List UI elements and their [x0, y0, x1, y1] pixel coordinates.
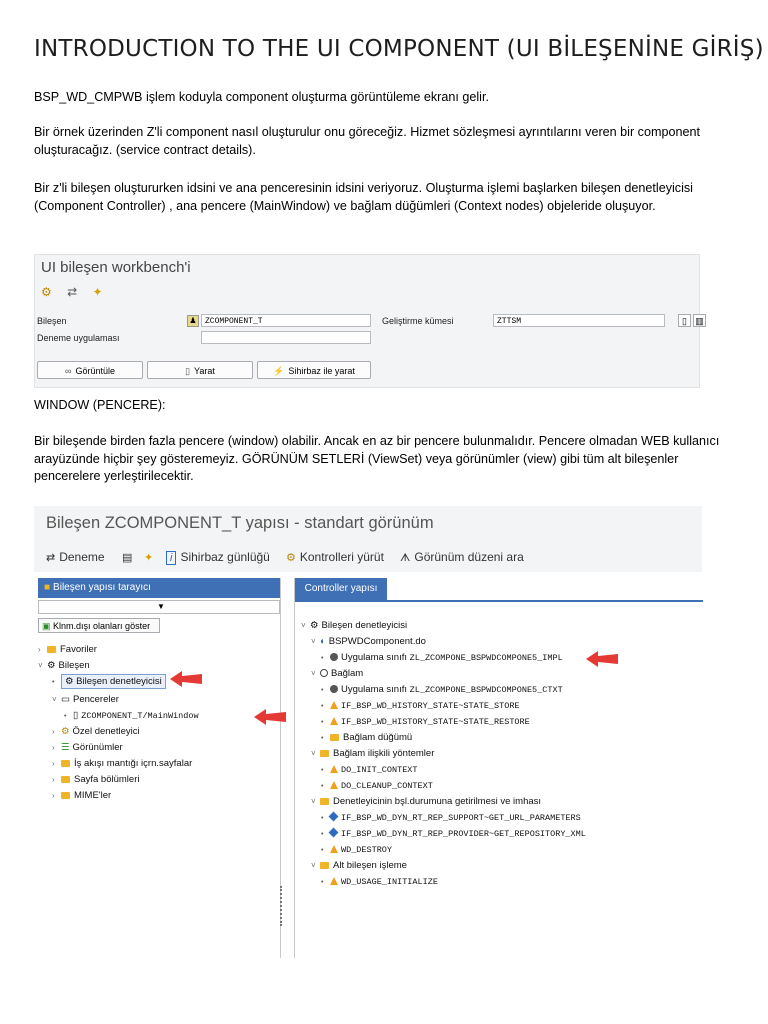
- folder-icon: [320, 750, 329, 757]
- paragraph-4: Bir bileşende birden fazla pencere (window) olabilir. Ancak en az bir pencere bulunmalıdır. Pencere olmadan WEB kullanıcı arayüzünde hiçbir şey gösteremeyiz. GÖRÜNÜM SETLERİ (ViewSet) veya görünümler (view) gibi tüm alt bileşenler pencerelere yerleştirilecektir.: [34, 434, 720, 483]
- tab-controller-structure[interactable]: Controller yapısı: [295, 578, 387, 600]
- rt-hist-restore[interactable]: • IF_BSP_WD_HISTORY_STATE~STATE_RESTORE: [321, 717, 530, 727]
- rt-do-init[interactable]: • DO_INIT_CONTEXT: [321, 765, 418, 775]
- collapse-icon: ˅: [311, 797, 316, 806]
- class-dot-icon: [330, 653, 338, 661]
- rt-hist-store-label: IF_BSP_WD_HISTORY_STATE~STATE_STORE: [341, 701, 520, 711]
- test-button[interactable]: [46, 550, 105, 564]
- rt-wd-usage-label: WD_USAGE_INITIALIZE: [341, 877, 438, 887]
- class-icon: ◐: [320, 636, 326, 647]
- tree-component-label: Bileşen: [58, 660, 90, 671]
- tree-component-controller-label: Bileşen denetleyicisi: [76, 676, 162, 687]
- view-dropdown[interactable]: [38, 600, 280, 614]
- structure-toolbar: [34, 542, 702, 572]
- dev-package-input[interactable]: ZTTSM: [493, 314, 665, 327]
- page-icon: ▯: [73, 710, 79, 721]
- test-app-label: Deneme uygulaması: [37, 333, 120, 343]
- tree-main-window-label: ZCOMPONENT_T/MainWindow: [81, 711, 199, 721]
- tree-workflow[interactable]: [52, 758, 192, 769]
- context-icon: [320, 669, 328, 677]
- collapse-icon: ˅: [52, 695, 57, 704]
- folder-icon: [61, 792, 70, 799]
- interface-method-icon: [329, 812, 339, 822]
- expand-icon: ›: [52, 775, 55, 784]
- window-icon: ▭: [61, 694, 70, 705]
- activate-icon: ⚙: [286, 552, 296, 564]
- controller-icon: ⚙: [65, 676, 74, 687]
- list-icon: ▤: [122, 552, 133, 564]
- display-button-label: Görüntüle: [75, 366, 115, 376]
- wizard-create-button[interactable]: [257, 361, 371, 379]
- test-app-input[interactable]: [201, 331, 371, 344]
- search-help-icon[interactable]: ♟: [187, 315, 199, 327]
- rt-impl-class[interactable]: • Uygulama sınıfı ZL_ZCOMPONE_BSPWDCOMPONE5_IMPL: [321, 652, 563, 663]
- rt-hist-store[interactable]: • IF_BSP_WD_HISTORY_STATE~STATE_STORE: [321, 701, 520, 711]
- expand-icon: ›: [38, 645, 41, 654]
- rt-context[interactable]: [311, 668, 363, 679]
- rt-ctxt-class[interactable]: • Uygulama sınıfı ZL_ZCOMPONE_BSPWDCOMPONE5_CTXT: [321, 684, 563, 695]
- test-label: Deneme: [59, 550, 105, 564]
- page-title: INTRODUCTION TO THE UI COMPONENT (UI BİLEŞENİNE GİRİŞ): [34, 36, 764, 62]
- rt-do-cleanup-label: DO_CLEANUP_CONTEXT: [341, 781, 433, 791]
- wizard-toolbar-button[interactable]: [144, 550, 157, 564]
- rt-get-repo[interactable]: • IF_BSP_WD_DYN_RT_REP_PROVIDER~GET_REPOSITORY_XML: [321, 829, 586, 839]
- custom-controller-icon: ⚙: [61, 726, 70, 737]
- folder-icon: [320, 862, 329, 869]
- rt-sub-handling-label: Alt bileşen işleme: [333, 860, 407, 871]
- rt-get-repo-label: IF_BSP_WD_DYN_RT_REP_PROVIDER~GET_REPOSITORY_XML: [341, 829, 586, 839]
- collapse-icon: ˅: [311, 637, 316, 646]
- splitter-handle[interactable]: [280, 886, 286, 926]
- tree-favorites-label: Favoriler: [60, 644, 97, 655]
- structure-title: Bileşen ZCOMPONENT_T yapısı - standart görünüm: [46, 514, 434, 532]
- chevron-down-icon: ▼: [157, 602, 165, 611]
- rt-ctxt-label: Uygulama sınıfı: [341, 684, 407, 695]
- collapse-icon: ˅: [311, 669, 316, 678]
- rt-wd-destroy-label: WD_DESTROY: [341, 845, 393, 855]
- component-icon: ⚙: [47, 660, 56, 671]
- controller-icon: ⚙: [310, 620, 319, 631]
- new-document-icon[interactable]: ▯: [678, 314, 691, 327]
- paragraph-1: BSP_WD_CMPWB işlem koduyla component oluşturma görüntüleme ekranı gelir.: [34, 90, 489, 104]
- component-input[interactable]: ZCOMPONENT_T: [201, 314, 371, 327]
- tree-windows[interactable]: [52, 694, 119, 705]
- tab-underline: [295, 600, 703, 602]
- paragraph-3: Bir z'li bileşen oluştururken idsini ve ana penceresinin idsini veriyoruz. Oluşturma işlemi başlarken bileşen denetleyicisi (Component Controller) , ana pencere (MainWindow) ve bağlam düğümleri (Context nodes) objeleride oluşuyor.: [34, 181, 693, 213]
- right-panel: [294, 578, 703, 958]
- collapse-icon: ˅: [311, 749, 316, 758]
- method-icon: [330, 845, 338, 853]
- delete-icon[interactable]: ▥: [693, 314, 706, 327]
- left-panel: [38, 578, 281, 958]
- expand-icon: ›: [52, 727, 55, 736]
- tree-component[interactable]: [38, 660, 90, 671]
- rt-root-label: Bileşen denetleyicisi: [321, 620, 408, 631]
- browser-icon: ■: [44, 582, 51, 593]
- tree-workflow-label: İş akışı mantığı içrn.sayfalar: [74, 758, 193, 769]
- collapse-icon: ˅: [38, 661, 43, 670]
- list-button[interactable]: [122, 550, 136, 564]
- expand-icon: ›: [52, 791, 55, 800]
- collapse-icon: ˅: [311, 861, 316, 870]
- show-unused-label: Klnm.dışı olanları göster: [53, 621, 151, 631]
- paragraph-2: Bir örnek üzerinden Z'li component nasıl oluşturulur onu göreceğiz. Hizmet sözleşmesi ayrıntılarını veren bir component oluşturacağız. (service contract details).: [34, 125, 700, 157]
- expand-icon: ›: [52, 759, 55, 768]
- folder-icon: [61, 776, 70, 783]
- run-checks-button[interactable]: [286, 550, 384, 564]
- structure-screenshot: [34, 506, 702, 958]
- wizard-icon: ✦: [144, 552, 154, 564]
- expand-icon: ›: [52, 743, 55, 752]
- test-icon: ⇄: [46, 552, 56, 564]
- run-checks-label: Kontrolleri yürüt: [299, 550, 384, 564]
- rt-ctx-methods[interactable]: [311, 748, 434, 759]
- find-layout-button[interactable]: [400, 550, 524, 565]
- wizard-log-label: Sihirbaz günlüğü: [180, 550, 270, 564]
- method-icon: [330, 781, 338, 789]
- folder-icon: [320, 798, 329, 805]
- rt-context-node[interactable]: • Bağlam düğümü: [321, 732, 413, 743]
- tree-page-fragments[interactable]: [52, 774, 139, 785]
- folder-icon: [47, 646, 56, 653]
- rt-bspwd[interactable]: [311, 636, 426, 647]
- rt-context-node-label: Bağlam düğümü: [343, 732, 413, 743]
- display-button[interactable]: [37, 361, 143, 379]
- rt-lifecycle-label: Denetleyicinin bşl.durumuna getirilmesi ve imhası: [333, 796, 542, 807]
- folder-icon: [61, 760, 70, 767]
- binoculars-icon: ᗑ: [400, 552, 411, 564]
- arrow-icon: [170, 669, 204, 689]
- component-controller-highlight: [61, 674, 166, 689]
- tree-mimes[interactable]: [52, 790, 111, 801]
- workbench-screenshot: [34, 254, 704, 388]
- window-heading: WINDOW (PENCERE):: [34, 398, 166, 412]
- magic-wand-icon: ⚡: [273, 366, 285, 376]
- folder-icon: [330, 734, 339, 741]
- method-icon: [330, 877, 338, 885]
- workbench-toolbar: [41, 285, 109, 299]
- tree-component-controller[interactable]: • ⚙ Bileşen denetleyicisi: [52, 676, 166, 687]
- rt-lifecycle[interactable]: [311, 796, 541, 807]
- tree-views-label: Görünümler: [72, 742, 123, 753]
- rt-ctxt-value: ZL_ZCOMPONE_BSPWDCOMPONE5_CTXT: [409, 685, 563, 695]
- tree-windows-label: Pencereler: [72, 694, 119, 705]
- method-icon: [330, 717, 338, 725]
- rt-context-label: Bağlam: [331, 668, 364, 679]
- tree-custom-controller[interactable]: [52, 726, 140, 737]
- find-layout-label: Görünüm düzeni ara: [414, 550, 524, 564]
- interface-method-icon: [329, 828, 339, 838]
- rt-impl-label: Uygulama sınıfı: [341, 652, 407, 663]
- arrow-icon: [254, 707, 288, 727]
- rt-do-cleanup[interactable]: • DO_CLEANUP_CONTEXT: [321, 781, 433, 791]
- rt-bspwd-label: BSPWDComponent.do: [328, 636, 426, 647]
- method-icon: [330, 765, 338, 773]
- rt-ctx-methods-label: Bağlam ilişkili yöntemler: [333, 748, 435, 759]
- rt-wd-usage[interactable]: • WD_USAGE_INITIALIZE: [321, 877, 438, 887]
- wizard-create-label: Sihirbaz ile yarat: [288, 366, 355, 376]
- rt-wd-destroy[interactable]: • WD_DESTROY: [321, 845, 393, 855]
- arrow-icon: [586, 649, 620, 669]
- tree-views[interactable]: [52, 742, 123, 753]
- views-icon: ☰: [61, 742, 70, 753]
- tree-favorites[interactable]: [38, 644, 97, 655]
- collapse-icon: ˅: [301, 621, 306, 630]
- left-panel-header-label: Bileşen yapısı tarayıcı: [53, 582, 151, 593]
- activate-icon[interactable]: ⚙: [41, 285, 58, 299]
- wizard-icon[interactable]: ✦: [92, 285, 109, 299]
- show-icon: ▣: [42, 621, 51, 631]
- show-unused-button[interactable]: [38, 618, 160, 633]
- document-icon: ▯: [185, 366, 191, 376]
- rt-sub-handling[interactable]: [311, 860, 407, 871]
- rt-get-url-label: IF_BSP_WD_DYN_RT_REP_SUPPORT~GET_URL_PARAMETERS: [341, 813, 581, 823]
- rt-get-url[interactable]: • IF_BSP_WD_DYN_RT_REP_SUPPORT~GET_URL_PARAMETERS: [321, 813, 581, 823]
- create-button-label: Yarat: [194, 366, 215, 376]
- rt-impl-value: ZL_ZCOMPONE_BSPWDCOMPONE5_IMPL: [409, 653, 563, 663]
- tree-mimes-label: MIME'ler: [74, 790, 112, 801]
- component-label: Bileşen: [37, 316, 67, 326]
- rt-do-init-label: DO_INIT_CONTEXT: [341, 765, 418, 775]
- test-icon[interactable]: ⇄: [67, 285, 84, 299]
- info-icon: i: [166, 551, 176, 565]
- tree-page-fragments-label: Sayfa bölümleri: [74, 774, 140, 785]
- wizard-log-button[interactable]: [166, 550, 270, 564]
- glasses-icon: ∞: [65, 366, 72, 376]
- class-dot-icon: [330, 685, 338, 693]
- create-button[interactable]: [147, 361, 253, 379]
- left-panel-header: [38, 578, 280, 598]
- dev-package-label: Geliştirme kümesi: [382, 316, 454, 326]
- rt-root[interactable]: [301, 620, 407, 631]
- tree-custom-controller-label: Özel denetleyici: [72, 726, 140, 737]
- rt-hist-restore-label: IF_BSP_WD_HISTORY_STATE~STATE_RESTORE: [341, 717, 530, 727]
- tree-main-window[interactable]: • ▯ ZCOMPONENT_T/MainWindow: [64, 710, 199, 721]
- method-icon: [330, 701, 338, 709]
- workbench-title: UI bileşen workbench'i: [41, 259, 191, 276]
